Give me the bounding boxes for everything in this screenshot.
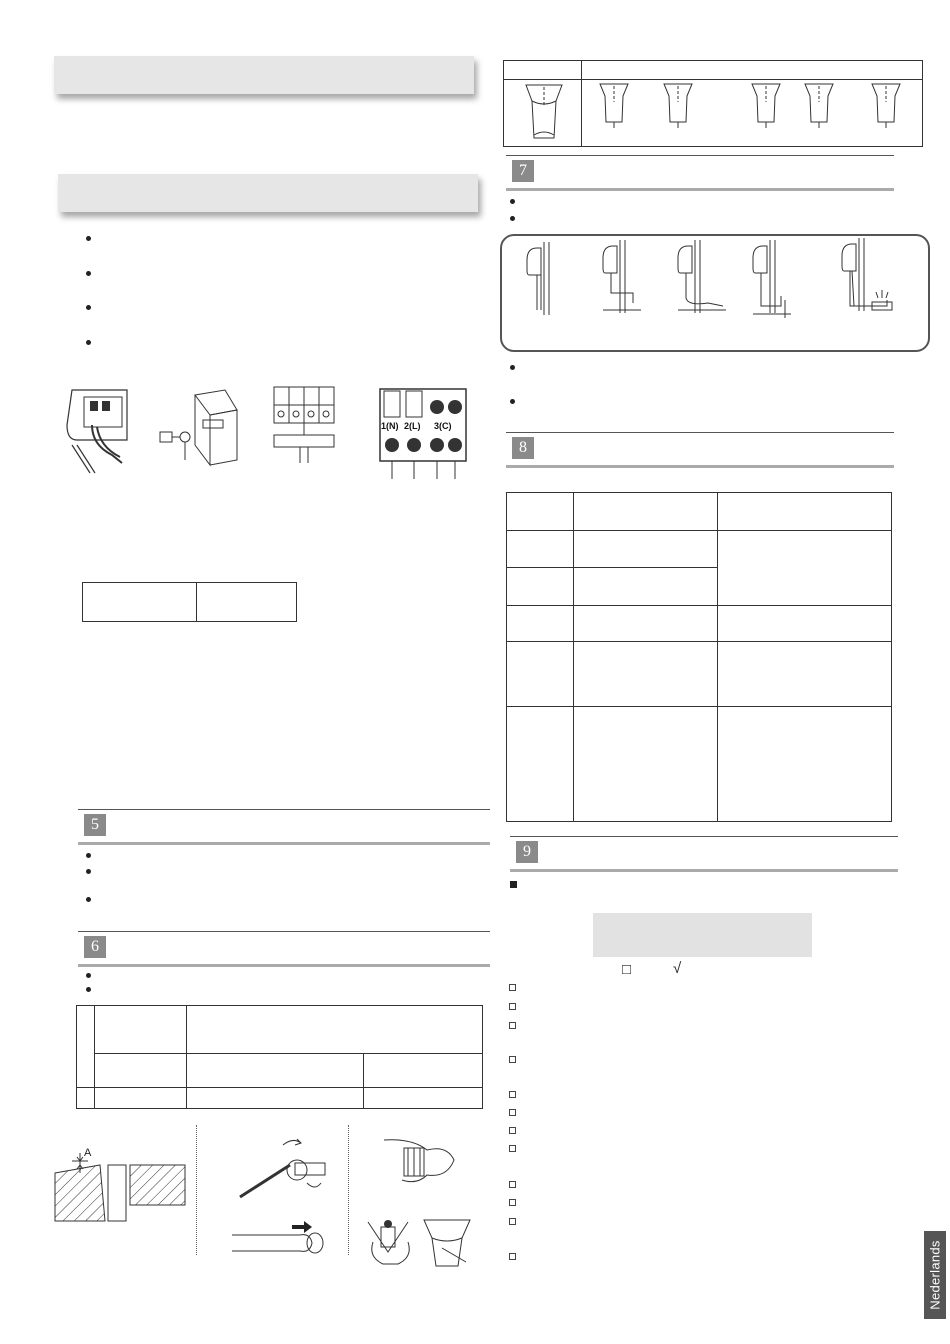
indoor-unit-wiring-illustration	[62, 385, 132, 475]
dotted-divider	[348, 1125, 349, 1255]
drain-hose-example-3	[668, 238, 728, 318]
table-cell	[507, 568, 574, 606]
cable-clamp-illustration	[155, 385, 240, 470]
table-cell	[95, 1054, 187, 1087]
bullet	[86, 271, 91, 276]
pipe-deburr-illustration	[230, 1215, 340, 1260]
table-cell	[364, 1054, 483, 1087]
checklist-checkbox[interactable]	[509, 984, 516, 991]
terminal-label-2l: 2(L)	[404, 421, 421, 431]
bullet	[510, 199, 515, 204]
table-cell	[187, 1006, 483, 1054]
checklist-checkbox[interactable]	[509, 1181, 516, 1188]
table-cell	[364, 1087, 483, 1108]
incorrect-flare-illustration-3	[750, 82, 782, 130]
table-cell	[507, 606, 574, 642]
table-cell	[507, 493, 574, 531]
incorrect-flare-illustration-2	[662, 82, 694, 130]
section-9-header	[510, 836, 898, 872]
drain-hose-example-5	[832, 236, 897, 321]
section-7-header	[506, 155, 894, 191]
bullet	[86, 869, 91, 874]
flare-shape-table	[503, 60, 923, 147]
section-number-badge: 5	[84, 814, 106, 836]
table-cell	[574, 493, 718, 531]
correct-flare-illustration	[524, 83, 564, 143]
table-cell	[574, 568, 718, 606]
section-6-header	[78, 931, 490, 967]
checklist-check-symbol: √	[673, 960, 682, 977]
drain-hose-example-4	[743, 238, 793, 323]
bullet	[510, 365, 515, 370]
table-cell	[187, 1087, 364, 1108]
incorrect-flare-illustration-1	[598, 82, 630, 130]
table-cell	[77, 1006, 95, 1088]
flared-pipe-end-illustration	[422, 1218, 472, 1268]
dimension-a-label: A	[84, 1147, 92, 1159]
checklist-checkbox[interactable]	[509, 1253, 516, 1260]
small-spec-table	[82, 582, 297, 622]
terminal-strip-illustration	[272, 385, 337, 465]
checklist-checkbox[interactable]	[509, 1109, 516, 1116]
checklist-box-symbol: □	[622, 961, 632, 978]
checklist-checkbox[interactable]	[509, 1145, 516, 1152]
dotted-divider	[196, 1125, 197, 1255]
table-cell	[574, 707, 718, 822]
hand-tighten-nut-illustration	[382, 1130, 457, 1190]
table-cell	[718, 531, 892, 606]
table-cell	[197, 583, 297, 622]
incorrect-flare-illustration-4	[803, 82, 835, 130]
bullet	[86, 987, 91, 992]
pipe-cutter-illustration	[235, 1135, 335, 1205]
bullet	[86, 897, 91, 902]
checklist-checkbox[interactable]	[509, 1218, 516, 1225]
checklist-checkbox[interactable]	[509, 1003, 516, 1010]
bullet	[86, 853, 91, 858]
flaring-tool-illustration	[363, 1212, 423, 1267]
header-box-top	[54, 56, 474, 94]
table-cell	[77, 1087, 95, 1108]
section-number-badge: 7	[512, 160, 534, 182]
table-cell	[507, 531, 574, 568]
checklist-checkbox[interactable]	[509, 1056, 516, 1063]
table-cell	[95, 1087, 187, 1108]
checklist-checkbox[interactable]	[509, 1199, 516, 1206]
section-number-badge: 6	[84, 936, 106, 958]
table-cell	[582, 61, 923, 80]
incorrect-flare-illustration-5	[870, 82, 902, 130]
pipe-flare-cross-section-illustration	[50, 1143, 190, 1223]
table-cell	[718, 606, 892, 642]
table-cell	[574, 531, 718, 568]
drain-hose-example-1	[517, 240, 557, 320]
section-number-badge: 8	[512, 437, 534, 459]
bullet	[86, 236, 91, 241]
section-5-header	[78, 809, 490, 845]
bullet	[86, 340, 91, 345]
terminal-label-3c: 3(C)	[434, 421, 452, 431]
table-cell	[187, 1054, 364, 1087]
checklist-checkbox[interactable]	[509, 1022, 516, 1029]
table-cell	[95, 1006, 187, 1054]
table-cell	[718, 493, 892, 531]
section-number-badge: 9	[516, 841, 538, 863]
table-cell	[718, 642, 892, 707]
bullet	[86, 305, 91, 310]
checklist-title-box	[593, 913, 812, 957]
bullet	[86, 973, 91, 978]
square-bullet	[510, 881, 517, 888]
drain-hose-example-2	[593, 238, 643, 318]
troubleshooting-table	[506, 492, 892, 822]
checklist-checkbox[interactable]	[509, 1091, 516, 1098]
table-cell	[574, 606, 718, 642]
table-cell	[83, 583, 197, 622]
table-cell	[574, 642, 718, 707]
table-cell	[504, 61, 582, 80]
language-tab-label: Nederlands	[927, 1240, 943, 1310]
bullet	[510, 399, 515, 404]
flare-dimension-table	[76, 1005, 483, 1109]
header-box-wiring	[58, 174, 478, 212]
bullet	[510, 216, 515, 221]
language-side-tab	[924, 1231, 946, 1319]
outdoor-terminal-block-illustration	[378, 387, 468, 482]
table-cell	[718, 707, 892, 822]
table-cell	[507, 642, 574, 707]
table-cell	[507, 707, 574, 822]
section-8-header	[506, 432, 894, 468]
checklist-checkbox[interactable]	[509, 1127, 516, 1134]
terminal-label-1n: 1(N)	[381, 421, 399, 431]
